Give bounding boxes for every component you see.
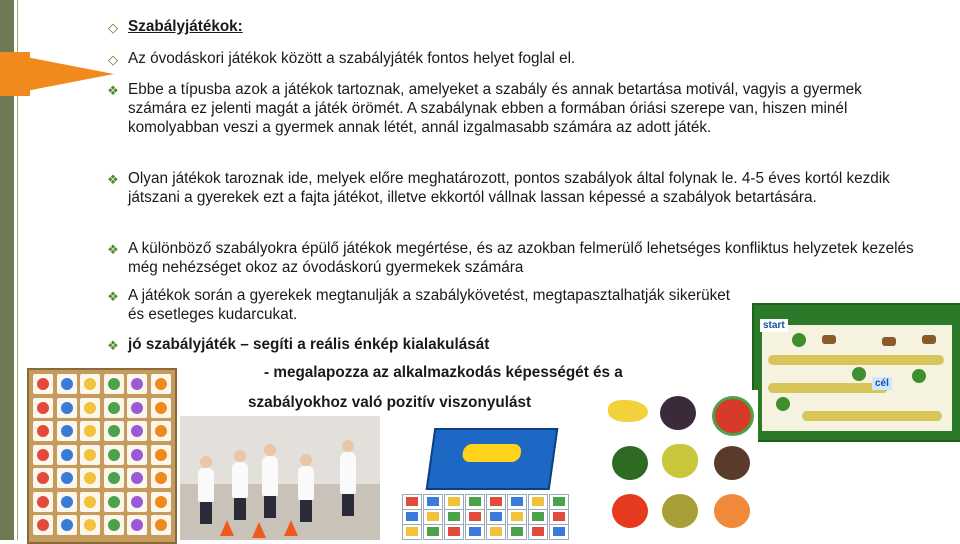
child-figure (298, 466, 314, 500)
peach-icon (714, 494, 750, 528)
picture-card (33, 468, 53, 488)
picture-card (33, 421, 53, 441)
cone-icon (220, 520, 234, 536)
board-start-label: start (760, 319, 788, 332)
picture-card (57, 374, 77, 394)
game-tile (549, 509, 569, 525)
checkmark-arrow-icon: ❖ (107, 289, 119, 304)
tree-icon (852, 367, 866, 381)
tree-icon (776, 397, 790, 411)
picture-card (104, 374, 124, 394)
child-figure (262, 456, 278, 496)
picture-card (127, 492, 147, 512)
picture-card (151, 445, 171, 465)
picture-card (151, 421, 171, 441)
picture-card (80, 468, 100, 488)
cone-icon (252, 522, 266, 538)
picture-card (57, 468, 77, 488)
checkmark-arrow-icon: ❖ (107, 242, 119, 257)
animal-icon (822, 335, 836, 344)
bullet-text: Az óvodáskori játékok között a szabályjáték fontos helyet foglal el. (128, 50, 576, 67)
picture-card (57, 445, 77, 465)
game-tile (423, 509, 443, 525)
board-path (768, 383, 888, 393)
picture-card (57, 515, 77, 535)
picture-card (104, 515, 124, 535)
child-figure (340, 452, 356, 494)
continuation-line-2: szabályokhoz való pozitív viszonyulást (248, 394, 532, 411)
board-goal-label: cél (872, 377, 892, 390)
cone-icon (284, 520, 298, 536)
game-tile (444, 494, 464, 510)
game-tile (444, 509, 464, 525)
diamond-outline-icon: ◇ (108, 52, 118, 67)
game-tile (465, 524, 485, 540)
children-playing-photo (180, 416, 380, 540)
game-tile (528, 524, 548, 540)
game-tile (402, 509, 422, 525)
orange-accent-arrow (0, 52, 114, 96)
picture-card (127, 445, 147, 465)
game-tile (549, 524, 569, 540)
game-tile (402, 494, 422, 510)
boxed-game-photo (388, 416, 580, 540)
picture-card (127, 398, 147, 418)
fruits-photo (598, 390, 758, 540)
game-tile (528, 509, 548, 525)
game-tile (465, 494, 485, 510)
picture-card (80, 398, 100, 418)
tree-icon (792, 333, 806, 347)
pear-icon (662, 444, 698, 478)
picture-card (104, 398, 124, 418)
child-figure (232, 462, 248, 498)
game-tile (507, 524, 527, 540)
game-tile (423, 494, 443, 510)
game-tile (423, 524, 443, 540)
game-tile (486, 524, 506, 540)
checkmark-arrow-icon: ❖ (107, 172, 119, 187)
picture-card (80, 421, 100, 441)
picture-card (151, 374, 171, 394)
bullet-text: jó szabályjáték – segíti a reális énkép kialakulását (128, 336, 490, 353)
picture-card-game-image (27, 368, 177, 544)
slide-title: Szabályjátékok: (128, 18, 243, 35)
picture-card (33, 374, 53, 394)
picture-card (80, 445, 100, 465)
picture-card (33, 515, 53, 535)
picture-card (104, 445, 124, 465)
picture-card (57, 492, 77, 512)
board-field (762, 325, 952, 431)
picture-card (80, 492, 100, 512)
picture-card (104, 468, 124, 488)
bullet-text: Olyan játékok taroznak ide, melyek előre meghatározott, pontos szabályok által folynak le. 4-5 éves kortól kezdik játszani a gyerekek ezt a fajta játékot, illetve ekkortól vállnak lassan képessé a szabályok betartására. (128, 170, 890, 206)
picture-card (57, 398, 77, 418)
tomato-icon (612, 494, 648, 528)
game-box (426, 428, 559, 490)
picture-card (127, 421, 147, 441)
picture-card (80, 515, 100, 535)
picture-card (151, 492, 171, 512)
banana-icon (608, 400, 648, 422)
game-tile (507, 509, 527, 525)
animal-icon (882, 337, 896, 346)
picture-card (104, 421, 124, 441)
grapes-icon (660, 396, 696, 430)
watermelon-icon (712, 396, 754, 436)
picture-card (57, 421, 77, 441)
checkmark-arrow-icon: ❖ (107, 338, 119, 353)
picture-card (127, 468, 147, 488)
game-tile (486, 494, 506, 510)
game-tile (486, 509, 506, 525)
picture-card (104, 492, 124, 512)
picture-card (127, 515, 147, 535)
bullet-text: A játékok során a gyerekek megtanulják a szabálykövetést, megtapasztalhatják sikerüket és esetleges kudarcukat. (128, 287, 731, 323)
game-tile (402, 524, 422, 540)
diamond-outline-icon: ◇ (108, 20, 118, 35)
game-tile (507, 494, 527, 510)
checkmark-arrow-icon: ❖ (107, 83, 119, 98)
picture-card (127, 374, 147, 394)
game-tile (465, 509, 485, 525)
board-game-image (752, 303, 960, 442)
tree-icon (912, 369, 926, 383)
picture-card (80, 374, 100, 394)
quince-icon (662, 494, 698, 528)
continuation-line-1: - megalapozza az alkalmazkodás képességét és a (264, 364, 623, 381)
picture-card (151, 398, 171, 418)
game-tile (549, 494, 569, 510)
child-figure (198, 468, 214, 502)
board-path (768, 355, 944, 365)
bullet-text: Ebbe a típusba azok a játékok tartoznak, amelyeket a szabály és annak betartása motivál, vagyis a gyermek számára ez jelenti magát a játék örömét. A szabálynak ebben a formában óriási szerepe van, hiszen minél komolyabban veszi a gyermek annak létét, annál izgalmasabb számára az adott játék. (128, 81, 862, 136)
plum-icon (714, 446, 750, 480)
picture-card (151, 468, 171, 488)
game-tile (444, 524, 464, 540)
picture-card (151, 515, 171, 535)
animal-icon (922, 335, 936, 344)
picture-card (33, 398, 53, 418)
board-path (802, 411, 942, 421)
picture-card (33, 445, 53, 465)
game-tile (528, 494, 548, 510)
picture-card (33, 492, 53, 512)
bullet-text: A különböző szabályokra épülő játékok megértése, és az azokban felmerülő lehetséges konfliktus helyzetek kezelés még nehézséget okoz az óvodáskorú gyermekek számára (128, 240, 914, 276)
apple-icon (612, 446, 648, 480)
